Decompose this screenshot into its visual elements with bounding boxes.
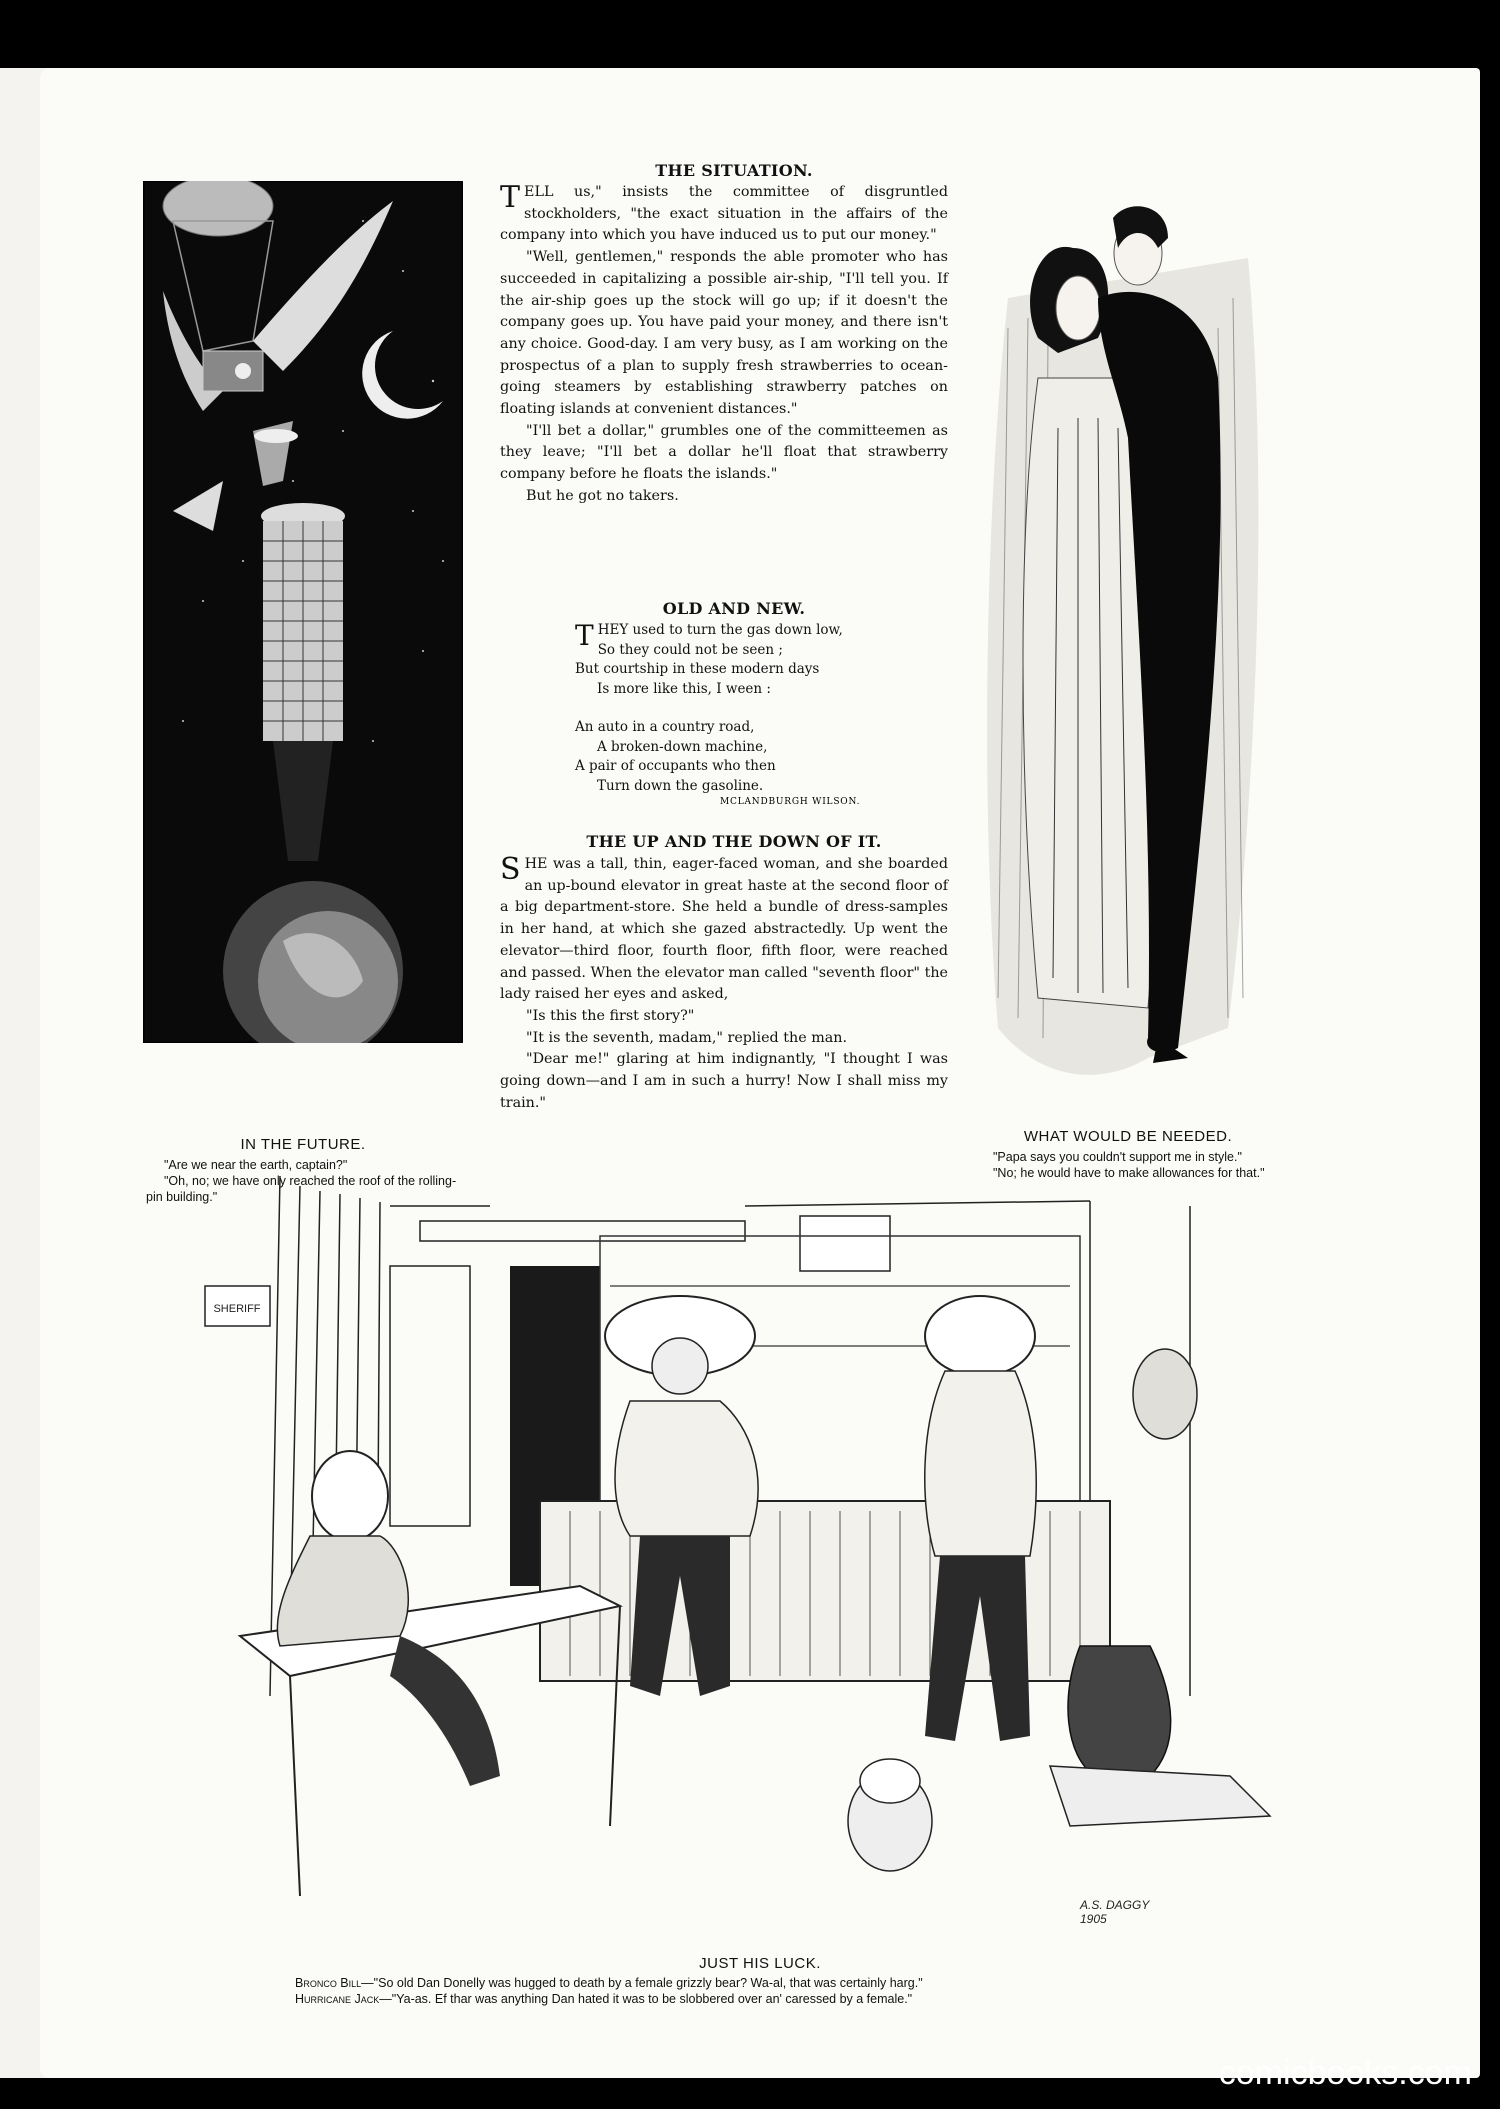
couple-illustration xyxy=(978,178,1278,1088)
poem-line-5: An auto in a country road, xyxy=(575,719,755,735)
situation-article xyxy=(500,182,948,508)
magazine-page xyxy=(40,68,1480,2078)
what-needed-line-1: "Papa says you couldn't support me in style." xyxy=(993,1150,1242,1164)
up-and-down-paragraph-2: "Is this the first story?" xyxy=(526,1007,695,1024)
bronco-bill-quote: —"So old Dan Donelly was hugged to death by a female grizzly bear? Wa-al, that was certainly harg." xyxy=(361,1976,923,1990)
bar-sign xyxy=(800,1216,890,1271)
up-and-down-paragraph-3: "It is the seventh, madam," replied the man. xyxy=(526,1029,848,1046)
just-his-luck-line-1 xyxy=(295,1975,1275,1991)
saloon-scene-drawing xyxy=(190,1176,1340,1921)
poem-line-6: A broken-down machine, xyxy=(597,738,768,755)
situation-title: THE SITUATION. xyxy=(655,161,813,180)
old-and-new-poem xyxy=(575,621,905,796)
in-the-future-title: IN THE FUTURE. xyxy=(240,1136,366,1153)
artist-signature: A.S. DAGGY 1905 xyxy=(1080,1898,1150,1926)
just-his-luck-title: JUST HIS LUCK. xyxy=(699,1955,821,1972)
poem-drop-cap: T xyxy=(575,619,594,652)
what-needed-line-2: "No; he would have to make allowances for that." xyxy=(993,1166,1265,1180)
situation-paragraph-3: "I'll bet a dollar," grumbles one of the committeemen as they leave; "I'll bet a dollar he'll float that strawberry company before he floats the islands." xyxy=(500,422,948,483)
poem-line-4: Is more like this, I ween : xyxy=(597,680,771,697)
up-and-down-drop-cap: S xyxy=(500,852,521,887)
in-the-future-illustration xyxy=(143,181,463,1043)
situation-paragraph-2: "Well, gentlemen," responds the able promoter who has succeeded in capitalizing a possible air-ship, "I'll tell you. If the air-ship goes up the stock will go up; if it doesn't the company goes up. You have paid your money, and there isn't any choice. Good-day. I am very busy, as I am working on the prospectus of a plan to supply fresh strawberries to ocean-going steamers by establishing strawberry patches on floating islands at convenient distances." xyxy=(500,249,948,418)
what-needed-title: WHAT WOULD BE NEEDED. xyxy=(1023,1128,1233,1145)
poem-author: MCLANDBURGH WILSON. xyxy=(720,797,861,807)
poem-line-3: But courtship in these modern days xyxy=(575,661,820,677)
situation-paragraph-4: But he got no takers. xyxy=(526,487,679,504)
just-his-luck-caption xyxy=(295,1975,1275,2007)
hurricane-jack-quote: —"Ya-as. Ef thar was anything Dan hated it was to be slobbered over an' caressed by a female." xyxy=(379,1992,913,2006)
old-and-new-title: OLD AND NEW. xyxy=(662,599,806,618)
up-and-down-article xyxy=(500,854,948,1114)
speaker-bronco-bill: Bronco Bill xyxy=(295,1976,362,1990)
up-and-down-paragraph-1: HE was a tall, thin, eager-faced woman, and she boarded an up-bound elevator in great haste at the second floor of a big department-store. She held a bundle of dress-samples in her hand, at which she gazed abstractedly. Up went the elevator—third floor, fourth floor, fifth floor, were reached and passed. When the elevator man called "seventh floor" the lady raised her eyes and asked, xyxy=(500,856,948,1003)
site-watermark: comicbooks.com xyxy=(1218,2054,1472,2092)
up-and-down-paragraph-4: "Dear me!" glaring at him indignantly, "I thought I was going down—and I am in such a hurry! Now I shall miss my train." xyxy=(500,1051,948,1111)
in-the-future-line-2: "Oh, no; we have only reached the roof of the rolling-pin building." xyxy=(146,1174,457,1204)
situation-paragraph-1: ELL us," insists the committee of disgruntled stockholders, "the exact situation in the affairs of the company into which you have induced us to put our money." xyxy=(500,184,948,244)
poem-line-2: So they could not be seen ; xyxy=(597,641,783,658)
poem-line-7: A pair of occupants who then xyxy=(575,758,776,774)
poem-line-1: HEY used to turn the gas down low, xyxy=(597,622,843,638)
just-his-luck-line-2 xyxy=(295,1991,1275,2007)
situation-drop-cap: T xyxy=(500,180,521,215)
up-and-down-title: THE UP AND THE DOWN OF IT. xyxy=(586,832,882,851)
poem-line-8: Turn down the gasoline. xyxy=(597,777,764,794)
airship-night-sky-drawing xyxy=(143,181,463,1043)
saloon-illustration xyxy=(190,1176,1340,1921)
in-the-future-line-1: "Are we near the earth, captain?" xyxy=(164,1158,348,1172)
embracing-couple-drawing xyxy=(978,178,1278,1088)
sheriff-sign-text: SHERIFF xyxy=(213,1303,261,1315)
speaker-hurricane-jack: Hurricane Jack xyxy=(295,1992,380,2006)
